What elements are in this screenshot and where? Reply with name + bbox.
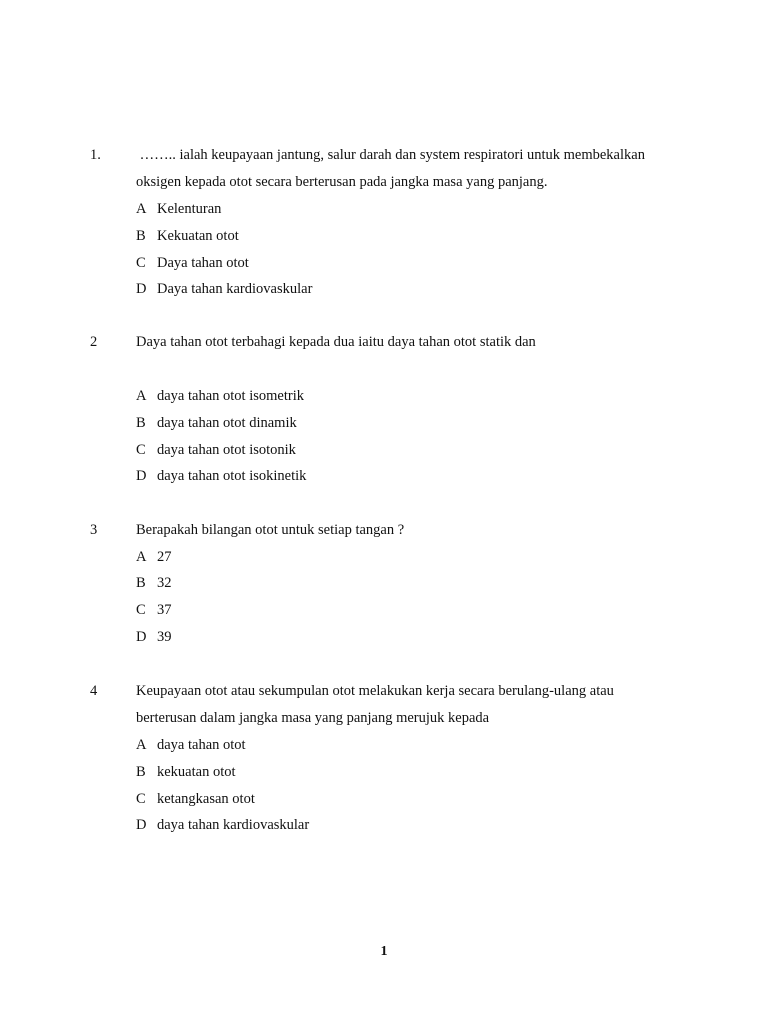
option-text: 37	[157, 602, 172, 619]
option-letter: B	[136, 575, 146, 592]
stem-line: Daya tahan otot terbahagi kepada dua iaitu daya tahan otot statik dan	[136, 334, 536, 350]
stem-line: oksigen kepada otot secara berterusan pada jangka masa yang panjang.	[136, 174, 548, 190]
question-number: 1.	[90, 147, 101, 163]
option-letter: A	[136, 388, 147, 404]
option-text: 27	[157, 548, 172, 565]
option-letter: B	[136, 763, 146, 780]
option-text: daya tahan otot isokinetik	[157, 468, 307, 485]
option-letter: D	[136, 281, 147, 298]
options-list	[136, 196, 312, 303]
option-letter: A	[136, 201, 147, 217]
option-c	[136, 597, 172, 624]
option-text: 39	[157, 628, 172, 645]
stem-line: Keupayaan otot atau sekumpulan otot melakukan kerja secara berulang-ulang atau	[136, 683, 614, 699]
option-b	[136, 223, 312, 250]
option-text: daya tahan otot isometrik	[157, 388, 304, 404]
stem-line: Berapakah bilangan otot untuk setiap tangan ?	[136, 522, 405, 538]
option-letter: B	[136, 227, 146, 244]
stem-line: berterusan dalam jangka masa yang panjang merujuk kepada	[136, 710, 490, 726]
option-text: Kekuatan otot	[157, 227, 239, 244]
option-b	[136, 410, 306, 437]
option-letter: C	[136, 790, 146, 807]
page-number: 1	[380, 944, 388, 959]
option-text: Daya tahan kardiovaskular	[157, 281, 313, 298]
question-stem	[136, 329, 681, 356]
option-text: 32	[157, 575, 172, 592]
options-list	[136, 732, 309, 839]
option-text: ketangkasan otot	[157, 790, 255, 807]
option-text: kekuatan otot	[157, 763, 236, 780]
option-a	[136, 196, 312, 223]
options-list	[136, 544, 172, 651]
option-letter: D	[136, 817, 147, 834]
question-stem	[136, 142, 681, 196]
option-letter: D	[136, 628, 147, 645]
option-text: daya tahan otot	[157, 737, 246, 753]
option-letter: B	[136, 414, 146, 431]
question-stem	[136, 517, 681, 544]
option-text: Daya tahan otot	[157, 254, 249, 271]
option-letter: C	[136, 254, 146, 271]
option-text: daya tahan kardiovaskular	[157, 817, 310, 834]
options-list	[136, 383, 306, 490]
option-a	[136, 544, 172, 571]
option-letter: A	[136, 737, 147, 753]
option-text: daya tahan otot dinamik	[157, 414, 297, 431]
option-d	[136, 812, 309, 839]
option-d	[136, 463, 306, 490]
option-c	[136, 786, 309, 813]
question-stem	[136, 678, 681, 732]
option-a	[136, 383, 306, 410]
option-c	[136, 437, 306, 464]
option-b	[136, 759, 309, 786]
option-letter: C	[136, 441, 146, 458]
question-number: 3	[90, 522, 98, 538]
option-d	[136, 276, 312, 303]
option-text: daya tahan otot isotonik	[157, 441, 296, 458]
option-text: Kelenturan	[157, 201, 222, 217]
option-letter: A	[136, 548, 147, 565]
option-c	[136, 250, 312, 277]
option-d	[136, 624, 172, 651]
option-letter: D	[136, 468, 147, 485]
option-a	[136, 732, 309, 759]
option-letter: C	[136, 602, 146, 619]
question-number: 4	[90, 683, 98, 699]
option-b	[136, 570, 172, 597]
question-number: 2	[90, 334, 98, 350]
stem-line: …….. ialah keupayaan jantung, salur darah dan system respiratori untuk membekalkan	[136, 147, 645, 163]
